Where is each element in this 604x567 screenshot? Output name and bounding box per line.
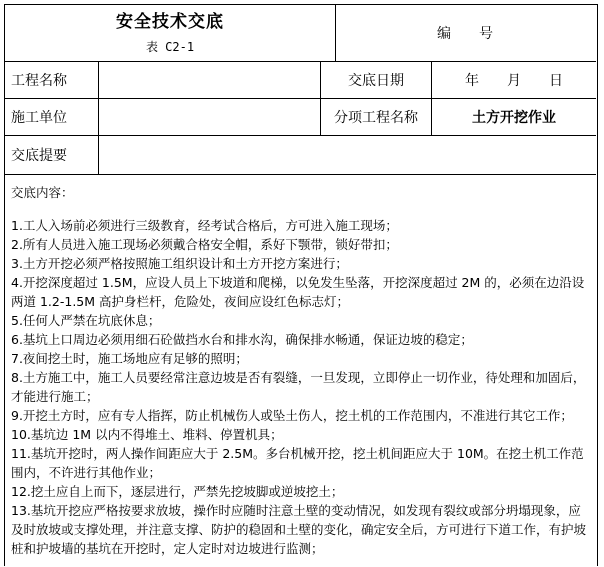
construction-unit-field[interactable] [99,99,321,136]
content-item: 11.基坑开挖时，两人操作间距应大于 2.5M。多台机械开挖，挖土机间距应大于 10M。在挖土机工作范围内，不许进行其他作业； [11,446,584,480]
handover-date-label: 交底日期 [321,62,432,99]
content-item: 9.开挖土方时，应有专人指挥，防止机械伤人或坠土伤人，挖土机的工作范围内，不准进行其它工作； [11,408,573,423]
number-cell [336,5,596,62]
project-name-label: 工程名称 [5,62,99,99]
number-label-1: 编 [437,26,453,42]
content-item: 3.土方开挖必须严格按照施工组织设计和土方开挖方案进行； [11,256,348,271]
date-month: 月 [507,73,521,89]
content-item: 8.土方施工中，施工人员要经常注意边坡是否有裂缝，一旦发现，立即停止一切作业，待处理和加固后，才能进行施工； [11,370,586,404]
content-heading: 交底内容： [11,185,74,200]
project-name-field[interactable] [99,62,321,99]
content-item: 6.基坑上口周边必须用细石砼做挡水台和排水沟，确保排水畅通，保证边坡的稳定； [11,332,473,347]
content-item: 2.所有人员进入施工现场必须戴合格安全帽，系好下颚带，锁好带扣； [11,237,398,252]
content-item: 4.开挖深度超过 1.5M，应设人员上下坡道和爬梯，以免发生坠落，开挖深度超过 2M 的，必须在边沿设两道 1.2-1.5M 高护身栏杆，危险处，夜间应设红色标志灯； [11,275,585,309]
safety-handover-form [4,4,598,566]
sub-project-label: 分项工程名称 [321,99,432,136]
sub-project-value: 土方开挖作业 [432,99,596,136]
construction-unit-label: 施工单位 [5,99,99,136]
handover-date-field[interactable] [432,62,596,99]
content-item: 10.基坑边 1M 以内不得堆土、堆料、停置机具； [11,427,283,442]
content-item: 7.夜间挖土时，施工场地应有足够的照明； [11,351,248,366]
form-number: 表 C2-1 [145,40,195,54]
date-year: 年 [465,73,479,89]
form-title-cell [5,5,336,62]
number-label-2: 号 [479,26,495,42]
content-item: 1.工人入场前必须进行三级教育，经考试合格后，方可进入施工现场； [11,218,398,233]
handover-content [5,175,596,567]
summary-label: 交底提要 [5,136,99,175]
summary-field[interactable] [99,136,596,175]
content-item: 5.任何人严禁在坑底休息； [11,313,161,328]
content-item: 13.基坑开挖应严格按要求放坡，操作时应随时注意土壁的变动情况，如发现有裂纹或部分坍塌现象，应及时放坡或支撑处理，并注意支撑、防护的稳固和土壁的变化，确定安全后，方可进行下道工作，有护坡桩和护坡墙的基坑在开挖时，定人定时对边坡进行监测； [11,503,587,556]
date-day: 日 [549,73,563,89]
content-item: 12.挖土应自上而下，逐层进行，严禁先挖坡脚或逆坡挖土； [11,484,344,499]
form-title: 安全技术交底 [116,12,224,32]
